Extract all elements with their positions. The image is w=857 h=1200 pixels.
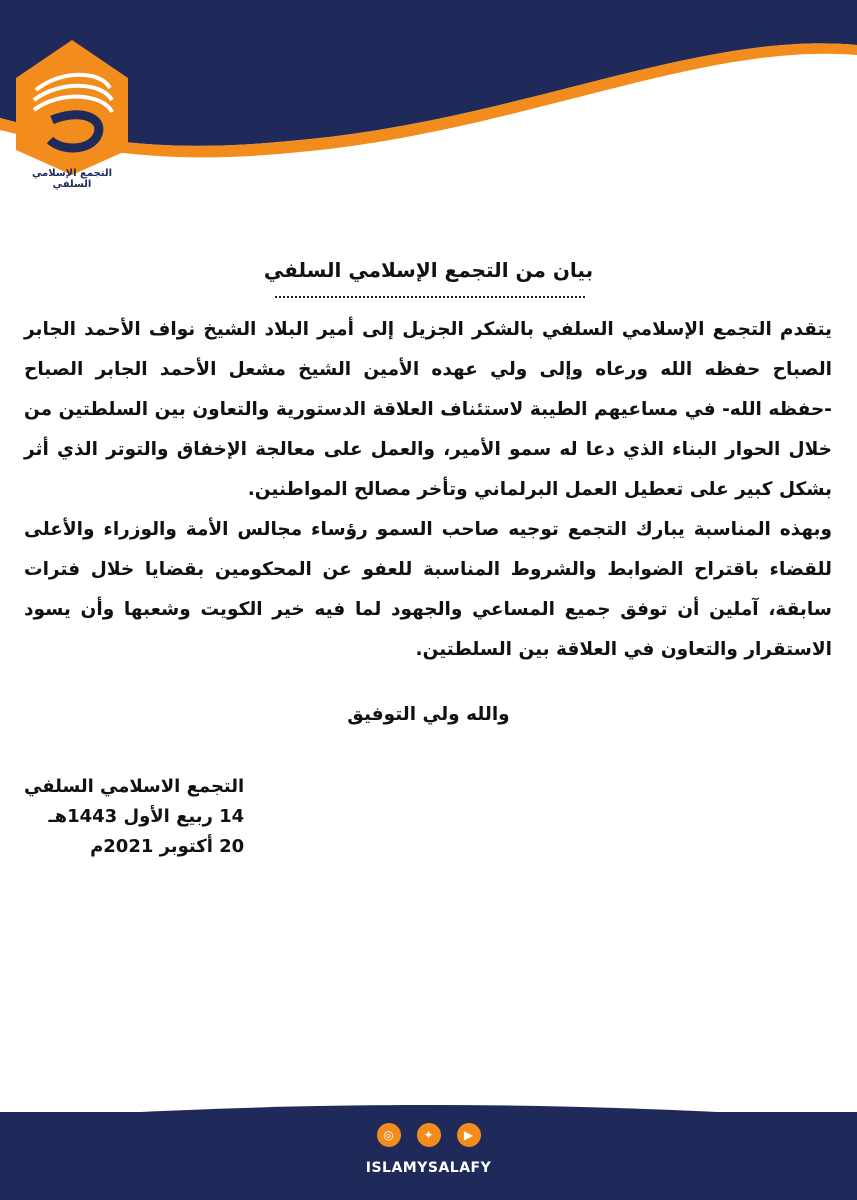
statement-body xyxy=(24,310,832,670)
twitter-icon[interactable]: ✦ xyxy=(417,1123,441,1147)
header-banner xyxy=(0,0,857,220)
social-handle[interactable]: ISLAMYSALAFY xyxy=(365,1160,492,1176)
instagram-icon[interactable]: ◎ xyxy=(377,1123,401,1147)
youtube-icon[interactable]: ▶ xyxy=(457,1123,481,1147)
statement-paragraph-1: يتقدم التجمع الإسلامي السلفي بالشكر الجزيل إلى أمير البلاد الشيخ نواف الأحمد الجابر الصباح حفظه الله ورعاه وإلى ولي عهده الأمين الشيخ مشعل الأحمد الجابر الصباح -حفظه الله- في مساعيهم الطيبة لاستئناف العلاقة الدستورية والتعاون بين السلطتين من خلال الحوار البناء الذي دعا له سمو الأمير، والعمل على معالجة الإخفاق والتوتر الذي أثر بشكل كبير على تعطيل العمل البرلماني وتأخر مصالح المواطنين. xyxy=(24,319,832,500)
logo-text: التجمع الإسلامي السلفي xyxy=(31,168,113,190)
title-divider xyxy=(275,296,585,298)
social-links xyxy=(0,1123,857,1147)
signature-organization: التجمع الاسلامي السلفي xyxy=(24,776,245,797)
gregorian-date: 20 أكتوبر 2021م xyxy=(90,836,245,857)
statement-paragraph-2: وبهذه المناسبة يبارك التجمع توجيه صاحب السمو رؤساء مجالس الأمة والوزراء والأعلى للقضاء باقتراح الضوابط والشروط المناسبة للعفو عن المحكومين بقضايا خلال فترات سابقة، آملين أن توفق جميع المساعي والجهود لما فيه خير الكويت وشعبها وأن يسود الاستقرار والتعاون في العلاقة بين السلطتين. xyxy=(24,519,832,660)
closing-line: والله ولي التوفيق xyxy=(347,704,510,725)
signature-block xyxy=(24,772,244,862)
statement-title: بيان من التجمع الإسلامي السلفي xyxy=(263,258,594,282)
hijri-date: 14 ربيع الأول 1443هـ xyxy=(48,806,245,827)
